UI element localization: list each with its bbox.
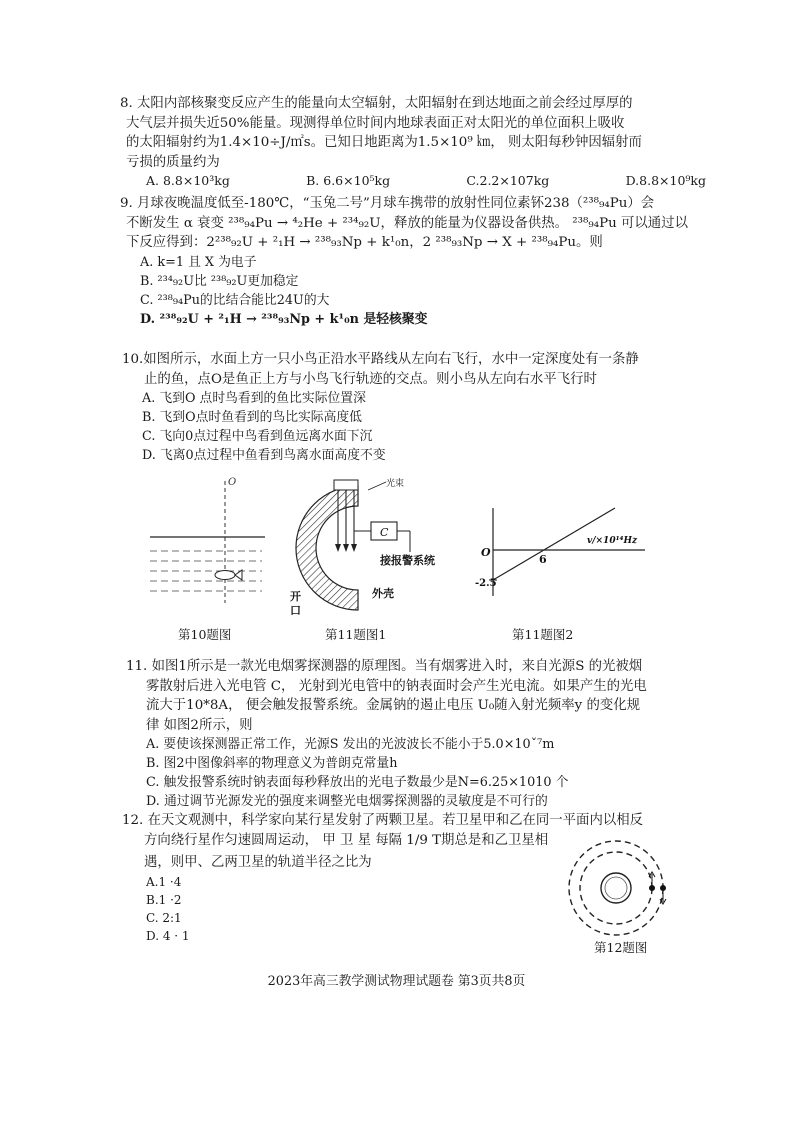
question-8 xyxy=(120,94,706,190)
opening-label-2: 口 xyxy=(290,604,301,617)
option-d[interactable]: D. 通过调节光源发光的强度来调整光电烟雾探测器的灵敏度是不可行的 xyxy=(146,794,548,809)
option-c[interactable]: C. 飞向0点过程中鸟看到鱼远离水面下沉 xyxy=(142,429,373,444)
opening-label-1: 开 xyxy=(290,590,301,603)
question-10 xyxy=(122,350,702,465)
question-number: 10. xyxy=(122,352,144,367)
option-d[interactable]: D. 4 · 1 xyxy=(146,928,190,943)
question-number: 11. xyxy=(126,659,148,674)
question-text: 雾散射后进入光电管 C， 光射到光电管中的钠表面时会产生光电流。如果产生的光电 xyxy=(146,678,647,694)
light-beam-label: 光束 xyxy=(386,479,405,489)
figure-11-1-diagram xyxy=(288,478,460,618)
option-b[interactable]: B. 飞到O点时鱼看到的鸟比实际高度低 xyxy=(142,410,362,425)
figure-10-caption: 第10题图 xyxy=(178,627,232,642)
figure-11-1-caption: 第11题图1 xyxy=(325,627,387,642)
question-number: 9. xyxy=(120,196,133,211)
question-number: 12. xyxy=(122,813,144,828)
tick-neg-label: -2.5 xyxy=(475,578,497,589)
fish-icon xyxy=(215,570,242,580)
origin-label: O xyxy=(481,546,491,559)
question-text: 大气层并损失近50%能量。现测得单位时间内地球表面正对太阳光的单位面积上吸收 xyxy=(126,115,625,131)
question-text: 方向绕行星作匀速圆周运动， 甲 卫 星 每隔 1/9 T期总是和乙卫星相 xyxy=(144,832,549,848)
option-c[interactable]: C.2.2×107kg xyxy=(466,173,550,188)
light-source xyxy=(334,480,358,490)
option-d[interactable]: D. 飞离0点过程中鱼看到鸟离水面高度不变 xyxy=(142,448,386,463)
option-d[interactable]: D.8.8×10⁹kg xyxy=(625,173,706,188)
figure-11-2-caption: 第11题图2 xyxy=(512,627,574,642)
question-text: 下反应得到：2²³⁸₉₂U + ²₁H → ²³⁸₉₃Np + k¹₀n，2 ²³⁸₉₃Np → X + ²³⁸₉₄Pu。则 xyxy=(126,235,603,250)
option-c[interactable]: C. 2:1 xyxy=(146,910,182,925)
option-b[interactable]: B. 6.6×10⁵kg xyxy=(306,173,391,188)
option-a[interactable]: A.1 ·4 xyxy=(146,874,182,889)
planet xyxy=(601,873,631,903)
outer-shell xyxy=(296,486,358,610)
question-text: 月球夜晚温度低至-180℃，“玉兔二号”月球车携带的放射性同位素钚238（²³⁸₉₄Pu）会 xyxy=(137,196,655,211)
question-text: 亏损的质量约为 xyxy=(126,154,220,170)
option-c[interactable]: C. ²³⁸₉₄Pu的比结合能比24U的大 xyxy=(140,292,330,308)
option-a[interactable]: A. 要使该探测器正常工作，光源S 发出的光波波长不能小于5.0×10ˇ⁷m xyxy=(146,737,555,752)
option-a[interactable]: A. k=1 且 X 为电子 xyxy=(140,254,257,270)
option-a[interactable]: A. 飞到O 点时鸟看到的鱼比实际位置深 xyxy=(142,391,366,406)
question-text: 太阳内部核聚变反应产生的能量向太空辐射，太阳辐射在到达地面之前会经过厚厚的 xyxy=(137,96,633,111)
shell-label: 外壳 xyxy=(372,587,394,600)
option-list xyxy=(146,172,706,190)
question-text: 律 如图2所示，则 xyxy=(146,717,253,733)
x-axis-label: v/×10¹⁴Hz xyxy=(587,536,638,546)
question-text: 遇，则甲、乙两卫星的轨道半径之比为 xyxy=(144,855,372,870)
figure-12-diagram xyxy=(564,830,674,940)
option-b[interactable]: B.1 ·2 xyxy=(146,892,182,907)
question-text: 在天文观测中，科学家向某行星发射了两颗卫星。若卫星甲和乙在同一平面内以相反 xyxy=(147,813,644,828)
point-o-label: O xyxy=(228,477,237,488)
question-text: 止的鱼，点O是鱼正上方与小鸟飞行轨迹的交点。则小鸟从左向右水平飞行时 xyxy=(144,371,597,387)
question-text: 的太阳辐射约为1.4×10÷J/㎡s。已知日地距离为1.5×10⁹ ㎞， 则太阳每秒钟因辐射而 xyxy=(126,135,642,150)
option-a[interactable]: A. 8.8×10³kg xyxy=(146,173,230,188)
question-9 xyxy=(120,194,700,329)
light-arrows xyxy=(335,544,357,552)
question-text: 如图1所示是一款光电烟雾探测器的原理图。当有烟雾进入时，来自光源S 的光被烟 xyxy=(151,659,643,674)
question-text: 流大于10*8A， 便会触发报警系统。金属钠的遏止电压 U₀随入射光频率y 的变化规 xyxy=(146,698,641,713)
figure-11-2-graph xyxy=(475,500,650,600)
option-b[interactable]: B. 图2中图像斜率的物理意义为普朗克常量h xyxy=(146,756,398,771)
question-text: 不断发生 α 衰变 ²³⁸₉₄Pu → ⁴₂He + ²³⁴₉₂U，释放的能量为仪器设备供热。 ²³⁸₉₄Pu 可以通过以 xyxy=(126,215,688,231)
question-11 xyxy=(126,657,706,811)
question-number: 8. xyxy=(120,96,133,111)
figure-12-caption: 第12题图 xyxy=(594,940,648,955)
option-c[interactable]: C. 触发报警系统时钠表面每秒释放出的光电子数最少是N=6.25×1010 个 xyxy=(146,775,569,790)
page-footer: 2023年高三教学测试物理试题卷 第3页共8页 xyxy=(267,974,526,989)
option-d[interactable]: D. ²³⁸₉₂U + ²₁H → ²³⁸₉₃Np + k¹₀n 是轻核聚变 xyxy=(140,311,428,327)
figure-10-diagram xyxy=(150,475,265,615)
question-text: 如图所示，水面上方一只小鸟正沿水平路线从左向右飞行，水中一定深度处有一条静 xyxy=(143,352,639,367)
alarm-label: 接报警系统 xyxy=(380,554,435,567)
tick-6-label: 6 xyxy=(539,553,547,566)
option-b[interactable]: B. ²³⁴₉₂U比 ²³⁸₉₂U更加稳定 xyxy=(140,273,299,289)
photocell-label: C xyxy=(380,526,389,539)
